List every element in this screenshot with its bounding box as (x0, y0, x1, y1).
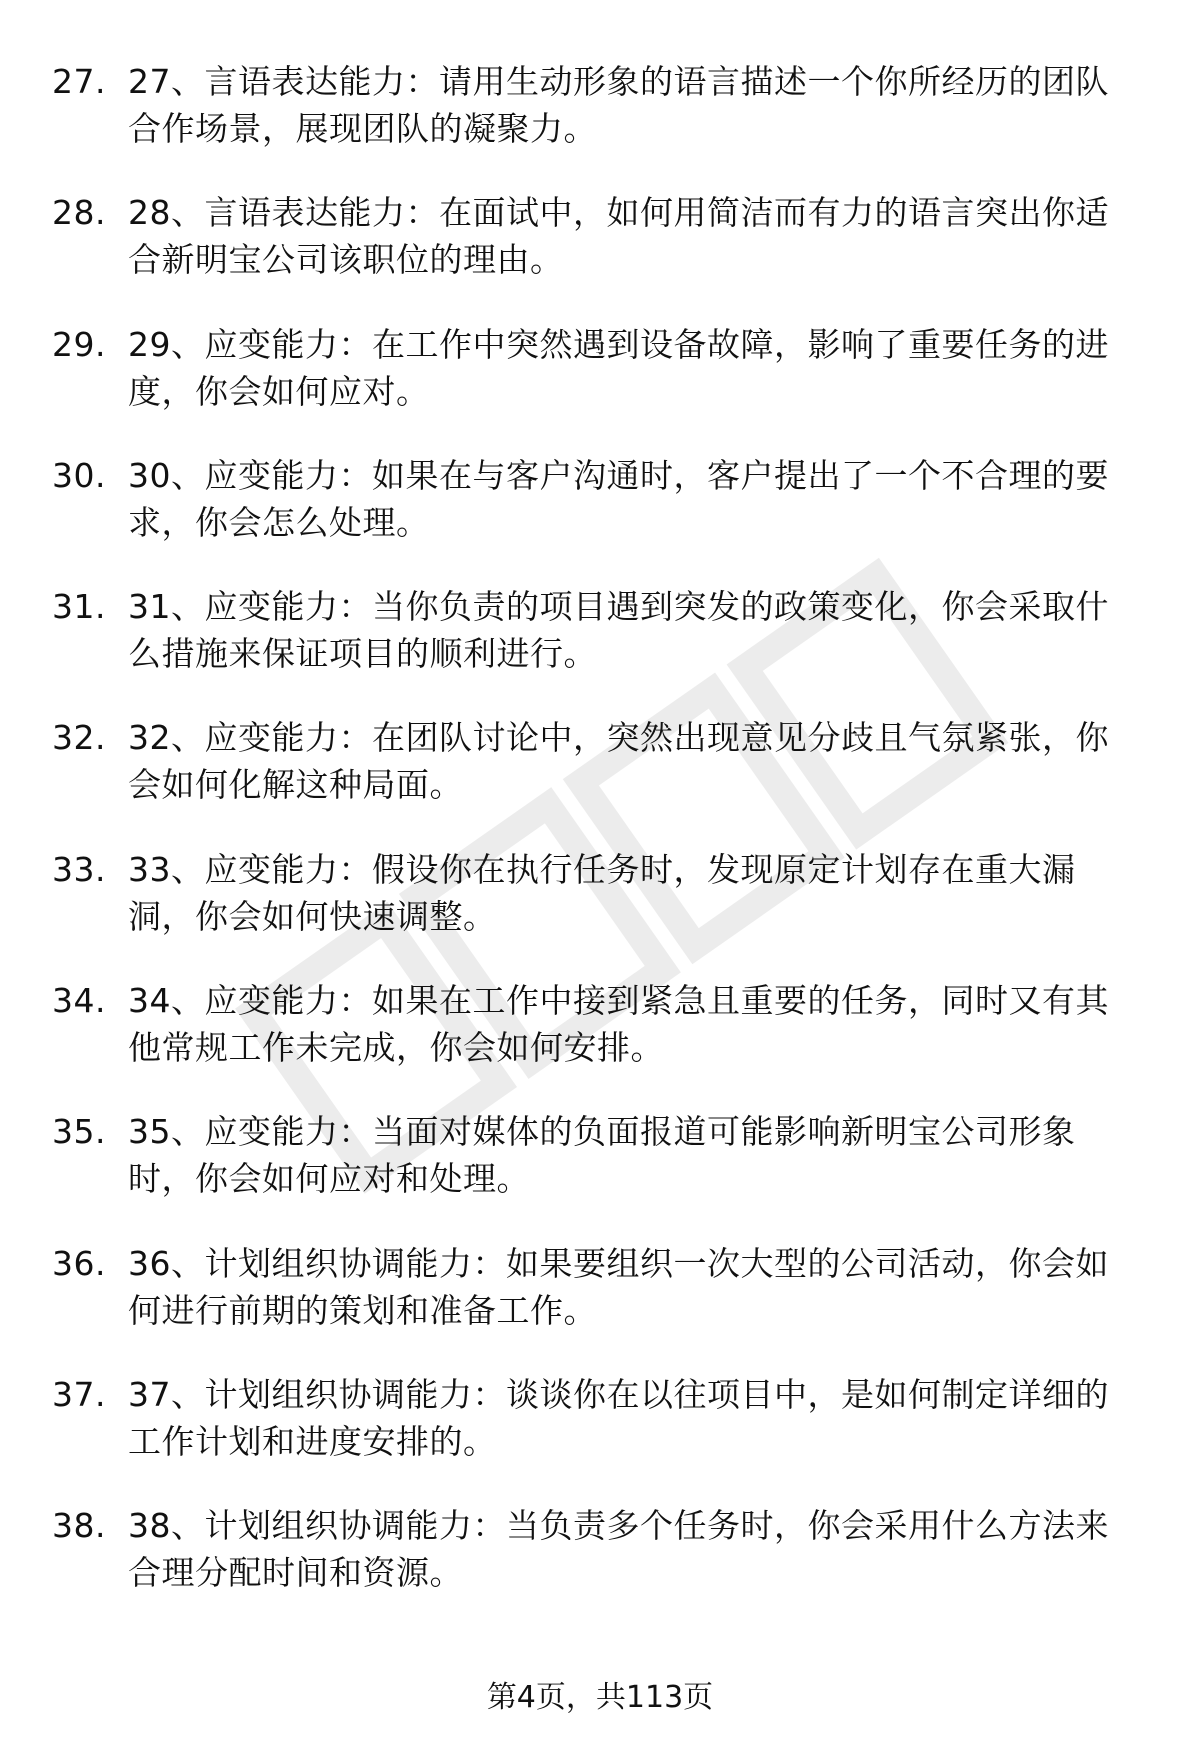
question-number: 36. (52, 1243, 106, 1283)
question-text: 34、应变能力：如果在工作中接到紧急且重要的任务，同时又有其他常规工作未完成，你会如何安排。 (128, 981, 1109, 1068)
question-item (52, 1502, 1152, 1633)
question-number: 29. (52, 324, 106, 364)
question-text: 35、应变能力：当面对媒体的负面报道可能影响新明宝公司形象时，你会如何应对和处理。 (128, 1112, 1076, 1199)
question-number: 35. (52, 1112, 106, 1152)
question-item (52, 321, 1152, 452)
question-text: 31、应变能力：当你负责的项目遇到突发的政策变化，你会采取什么措施来保证项目的顺利进行。 (128, 587, 1109, 674)
question-number: 34. (52, 981, 106, 1021)
question-number: 33. (52, 849, 106, 889)
question-text: 38、计划组织协调能力：当负责多个任务时，你会采用什么方法来合理分配时间和资源。 (128, 1506, 1109, 1593)
question-number: 31. (52, 587, 106, 627)
question-number: 32. (52, 718, 106, 758)
question-item (52, 1108, 1152, 1239)
question-number: 38. (52, 1506, 106, 1546)
question-item (52, 977, 1152, 1108)
question-list (52, 58, 1152, 1634)
question-item (52, 714, 1152, 845)
question-text: 28、言语表达能力：在面试中，如何用简洁而有力的语言突出你适合新明宝公司该职位的理由。 (128, 193, 1109, 280)
question-text: 33、应变能力：假设你在执行任务时，发现原定计划存在重大漏洞，你会如何快速调整。 (128, 849, 1076, 936)
question-number: 27. (52, 62, 106, 101)
question-item (52, 189, 1152, 320)
question-number: 28. (52, 193, 106, 233)
question-text: 32、应变能力：在团队讨论中，突然出现意见分歧且气氛紧张，你会如何化解这种局面。 (128, 718, 1109, 805)
question-number: 37. (52, 1374, 106, 1414)
question-item (52, 1240, 1152, 1371)
question-number: 30. (52, 455, 106, 495)
question-text: 27、言语表达能力：请用生动形象的语言描述一个你所经历的团队合作场景，展现团队的凝聚力。 (128, 62, 1109, 148)
page-footer: 第4页，共113页 (486, 1680, 714, 1715)
question-item (52, 1371, 1152, 1502)
question-item (52, 58, 1152, 189)
question-item (52, 846, 1152, 977)
question-item (52, 452, 1152, 583)
question-item (52, 583, 1152, 714)
question-text: 36、计划组织协调能力：如果要组织一次大型的公司活动，你会如何进行前期的策划和准备工作。 (128, 1243, 1109, 1330)
question-text: 29、应变能力：在工作中突然遇到设备故障，影响了重要任务的进度，你会如何应对。 (128, 324, 1109, 411)
question-text: 30、应变能力：如果在与客户沟通时，客户提出了一个不合理的要求，你会怎么处理。 (128, 455, 1109, 542)
question-text: 37、计划组织协调能力：谈谈你在以往项目中，是如何制定详细的工作计划和进度安排的。 (128, 1374, 1109, 1461)
